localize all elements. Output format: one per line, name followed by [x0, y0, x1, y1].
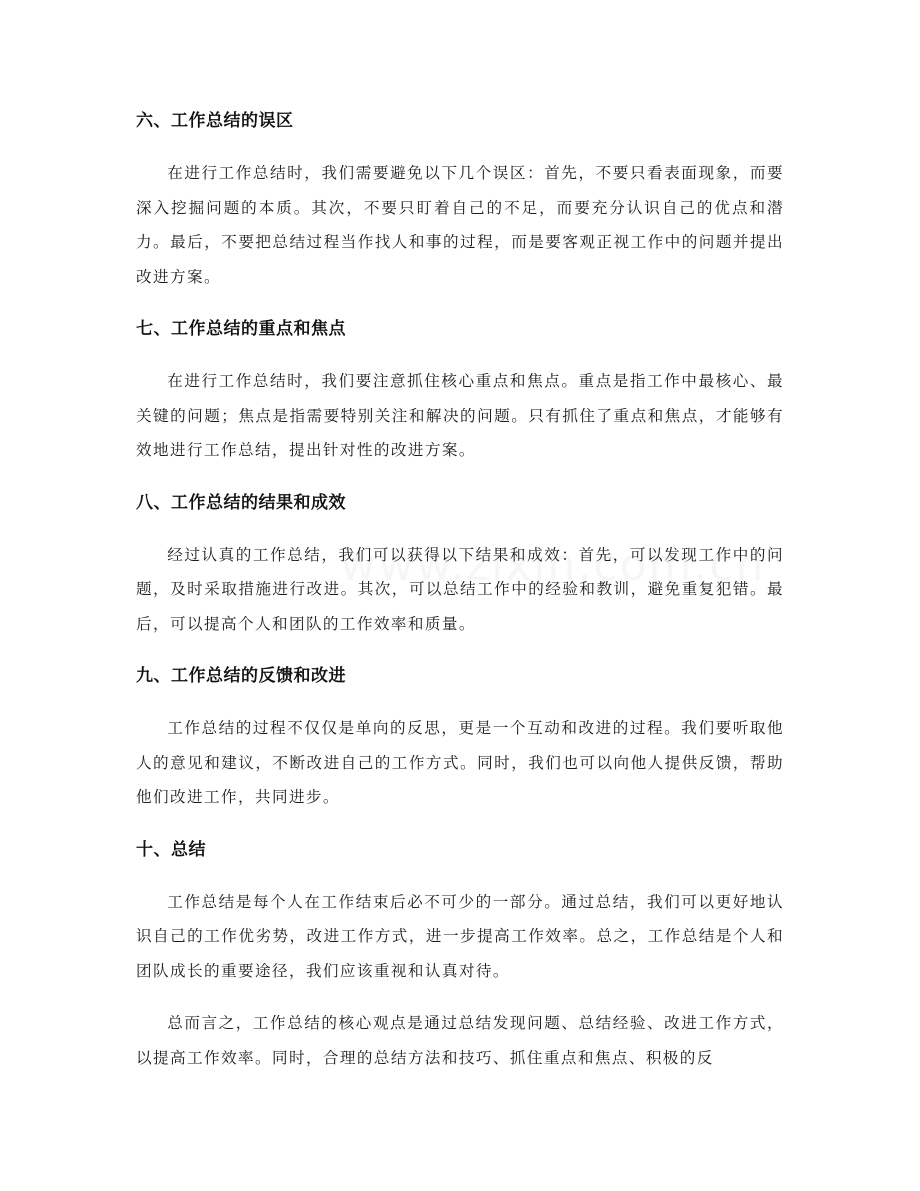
closing-paragraph: 总而言之，工作总结的核心观点是通过总结发现问题、总结经验、改进工作方式，以提高工作效率。同时，合理的总结方法和技巧、抓住重点和焦点、积极的反 — [136, 1014, 784, 1067]
section-heading: 九、工作总结的反馈和改进 — [136, 666, 346, 686]
section-heading: 十、总结 — [136, 839, 206, 860]
section-heading: 八、工作总结的结果和成效 — [136, 492, 346, 513]
section-feedback — [136, 659, 784, 815]
section-paragraph: 工作总结是每个人在工作结束后必不可少的一部分。通过总结，我们可以更好地认识自己的工作优劣势，改进工作方式，进一步提高工作效率。总之，工作总结是个人和团队成长的重要途径，我们应该重视和认真对待。 — [136, 892, 784, 980]
section-results — [136, 486, 784, 642]
section-paragraph: 在进行工作总结时，我们需要避免以下几个误区：首先，不要只看表面现象，而要深入挖掘问题的本质。其次，不要只盯着自己的不足，而要充分认识自己的优点和潜力。最后，不要把总结过程当作找人和事的过程，而是要客观正视工作中的问题并提出改进方案。 — [136, 164, 784, 286]
section-paragraph: 工作总结的过程不仅仅是单向的反思，更是一个互动和改进的过程。我们要听取他人的意见和建议，不断改进自己的工作方式。同时，我们也可以向他人提供反馈，帮助他们改进工作，共同进步。 — [136, 719, 784, 806]
section-heading: 七、工作总结的重点和焦点 — [136, 319, 346, 339]
section-paragraph: 经过认真的工作总结，我们可以获得以下结果和成效：首先，可以发现工作中的问题，及时采取措施进行改进。其次，可以总结工作中的经验和教训，避免重复犯错。最后，可以提高个人和团队的工作效率和质量。 — [136, 545, 784, 633]
section-summary — [136, 833, 784, 1076]
section-paragraph: 在进行工作总结时，我们要注意抓住核心重点和焦点。重点是指工作中最核心、最关键的问题；焦点是指需要特别关注和解决的问题。只有抓住了重点和焦点，才能够有效地进行工作总结，提出针对性的改进方案。 — [136, 372, 784, 459]
document-page — [136, 104, 784, 1093]
section-heading: 六、工作总结的误区 — [136, 111, 294, 131]
section-misconceptions — [136, 104, 784, 294]
section-key-points — [136, 312, 784, 468]
